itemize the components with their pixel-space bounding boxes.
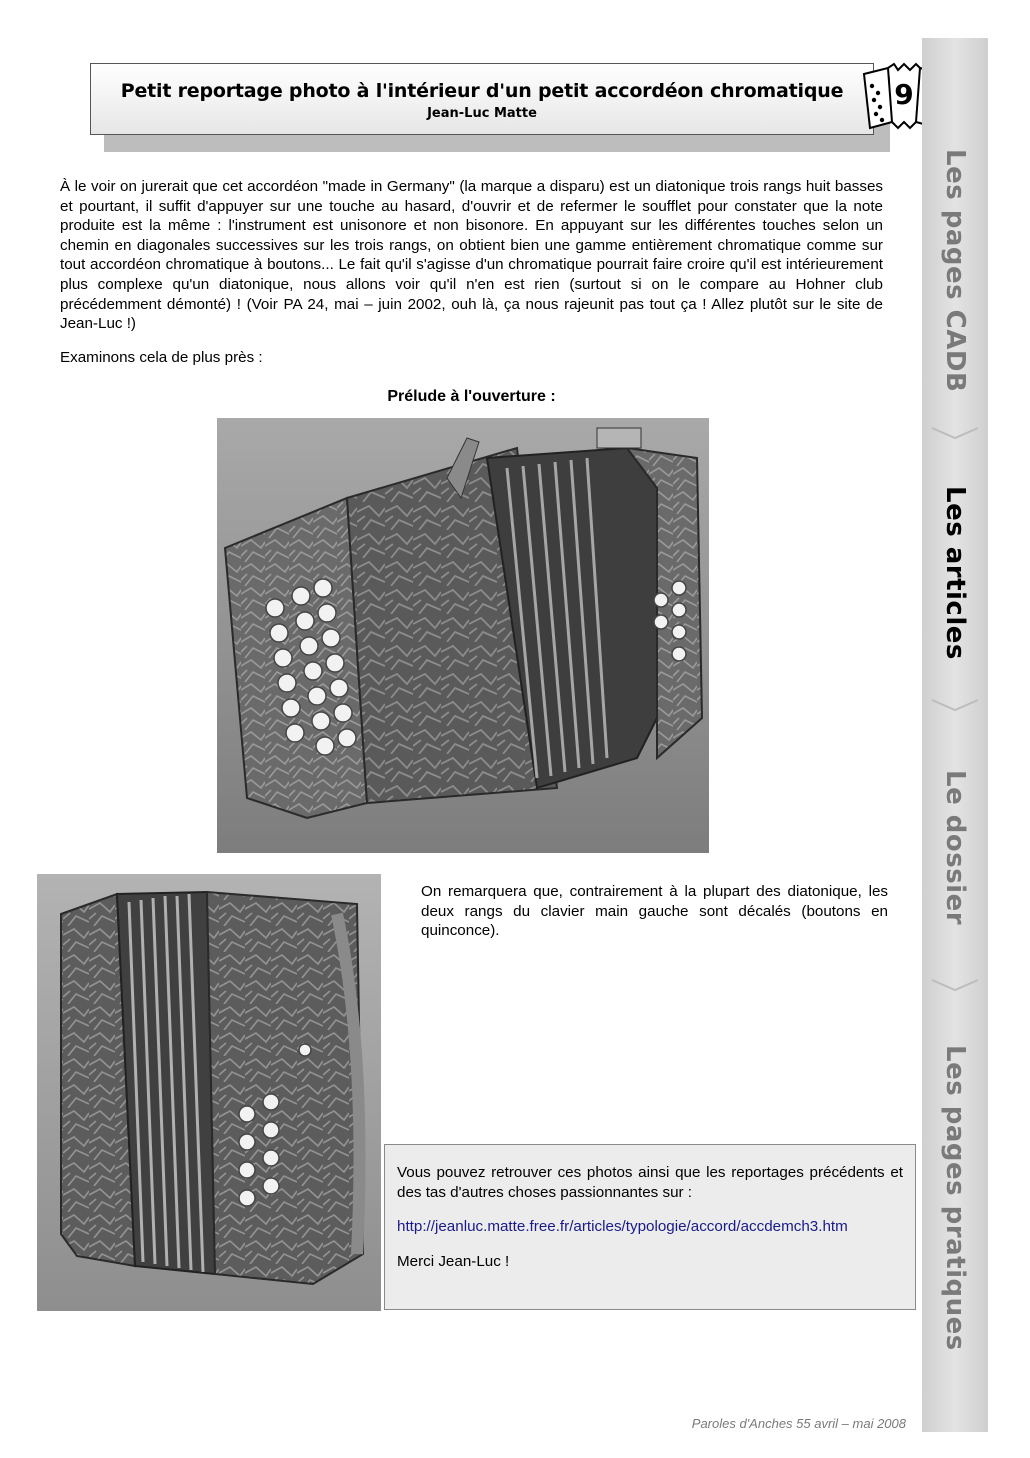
sidebar-divider [922, 698, 988, 712]
remark-paragraph: On remarquera que, contrairement à la plupart des diatonique, les deux rangs du clavier main gauche sont décalés (boutons en quinconce). [421, 883, 888, 940]
article-header [90, 63, 874, 135]
info-text: Vous pouvez retrouver ces photos ainsi que les reportages précédents et des tas d'autres choses passionnantes sur : [397, 1164, 903, 1201]
intro-paragraph: À le voir on jurerait que cet accordéon "made in Germany" (la marque a disparu) est un diatonique trois rangs huit basses et pourtant, il suffit d'appuyer sur une touche au hasard, d'ouvrir et de refermer le soufflet pour constater que la note produite est la même : l'instrument est unisonore et non bisonore. En appuyant sur les différentes touches selon un chemin en diagonales successives sur les trois rangs, on obtient bien une gamme entièrement chromatique comme sur tout accordéon chromatique à boutons... Le fait qu'il s'agisse d'un chromatique pourrait faire croire qu'il est intérieurement plus complexe qu'un diatonique, nous allons voir qu'il n'en est rien (surtout si on le compare au Hohner club précédemment démonté) ! (Voir PA 24, mai – juin 2002, ouh là, ça nous rajeunit pas tout ça ! Allez plutôt sur le site de Jean-Luc !) [60, 178, 883, 333]
page-footer: Paroles d'Anches 55 avril – mai 2008 [691, 1416, 906, 1431]
sidebar-divider [922, 426, 988, 440]
accordion-photo-side [37, 874, 381, 1311]
thanks-text: Merci Jean-Luc ! [397, 1252, 510, 1270]
sidebar-item-label: Les pages pratiques [940, 1045, 970, 1351]
page-number: 9 [892, 80, 916, 110]
sidebar-item-dossier[interactable] [922, 738, 988, 958]
sidebar-divider [922, 978, 988, 992]
sidebar-item-label: Le dossier [940, 770, 970, 926]
accordion-photo-front [217, 418, 709, 853]
article-author: Jean-Luc Matte [427, 106, 537, 121]
sidebar-item-label: Les pages CADB [940, 149, 970, 393]
website-link[interactable]: http://jeanluc.matte.free.fr/articles/typologie/accord/accdemch3.htm [397, 1218, 848, 1236]
info-box [384, 1144, 916, 1310]
article-title: Petit reportage photo à l'intérieur d'un petit accordéon chromatique [120, 80, 844, 102]
section-heading: Prélude à l'ouverture : [387, 388, 556, 405]
section-sidebar [922, 38, 988, 1432]
examine-line: Examinons cela de plus près : [60, 349, 263, 366]
sidebar-item-pages-pratiques[interactable] [922, 1038, 988, 1358]
sidebar-item-label: Les articles [940, 486, 970, 660]
sidebar-item-articles[interactable] [922, 458, 988, 688]
sidebar-item-pages-cadb[interactable] [922, 126, 988, 416]
